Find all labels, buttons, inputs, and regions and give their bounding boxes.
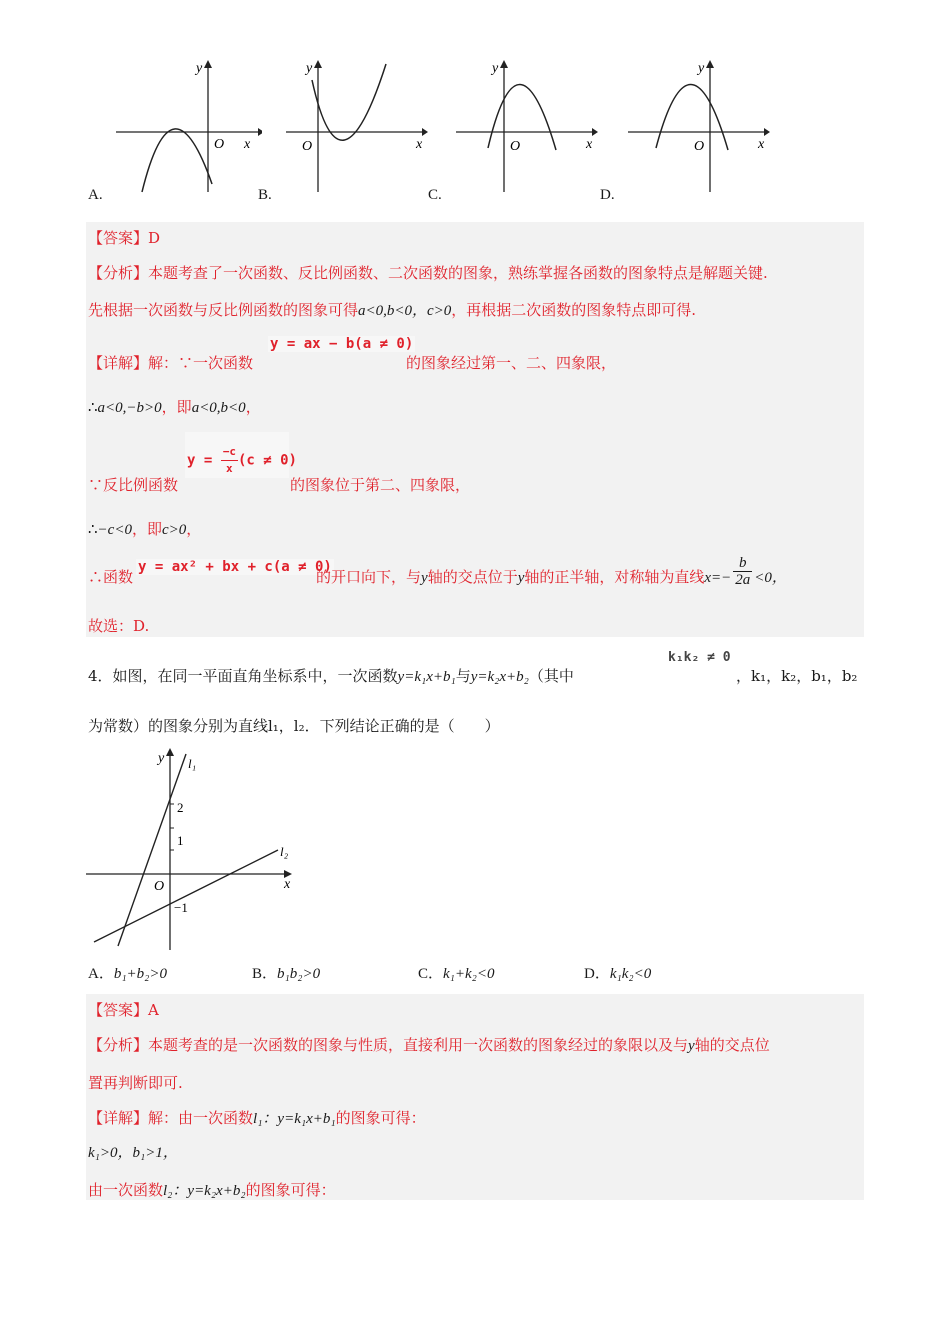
q3-detail-line5-pre: ∴函数: [88, 568, 134, 586]
axis-y-label: y: [492, 61, 499, 76]
eq-inverse-image: y = $\frac{-c}{x}$ (c ≠ 0): [185, 432, 289, 478]
graph-option-d: [624, 58, 774, 198]
answer-value: A: [148, 1001, 159, 1019]
tick-1: 1: [177, 833, 184, 848]
q3-answer: [88, 228, 160, 248]
q3-detail-line3-post: 的图象位于第二、四象限，: [290, 476, 471, 494]
answer-value: D: [148, 229, 161, 247]
q4-axis-x: x: [284, 877, 291, 892]
q3-detail-line1-post: 的图象经过第一、二、四象限，: [406, 354, 617, 372]
q4-axis-y: y: [158, 751, 165, 766]
q4-detail-line2: k₁>0，b₁>1，: [88, 1145, 178, 1161]
eq-k1k2-image: k₁k₂ ≠ 0: [668, 650, 731, 665]
line-l2: [94, 850, 278, 942]
axis-x-label: x: [586, 137, 593, 152]
q4-option-c: C．k₁+k₂<0: [418, 966, 495, 982]
axis-y-label: y: [698, 61, 705, 76]
detail-tag: 【详解】: [88, 1109, 149, 1127]
axis-y-label: y: [306, 61, 313, 76]
eq-quadratic-image: y = ax² + bx + c(a ≠ 0): [138, 559, 332, 575]
q3-analysis-line2: 先根据一次函数与反比例函数的图象可得a<0,b<0，c>0，再根据二次函数的图象特点即可得.: [88, 301, 697, 319]
option-a-label: A.: [88, 187, 103, 203]
graph-option-b: [282, 58, 432, 198]
answer-tag: 【答案】: [88, 229, 149, 247]
q4-option-b: B．b₁b₂>0: [252, 966, 321, 982]
q3-analysis-line1: 【分析】本题考查了一次函数、反比例函数、二次函数的图象，熟练掌握各函数的图象特点是解题关键.: [88, 264, 768, 282]
q4-answer: [88, 1000, 159, 1020]
line-l1: [118, 754, 186, 946]
q4-origin: O: [154, 879, 165, 894]
graph-option-c: [452, 58, 602, 198]
q4-graph: [86, 744, 306, 954]
q4-analysis-line1: 【分析】本题考查的是一次函数的图象与性质，直接利用一次函数的图象经过的象限以及与y轴的交点位: [88, 1036, 770, 1054]
math-expr: a<0,b<0，c>0: [358, 303, 452, 319]
q4-stem-line2: 为常数）的图象分别为直线l₁，l₂．下列结论正确的是（ ）: [88, 717, 500, 735]
q4-option-d: D．k₁k₂<0: [584, 966, 652, 982]
q3-detail-line4: ∴−c<0，即c>0，: [88, 520, 202, 538]
origin-label: O: [302, 139, 313, 154]
inverse-fraction: $\frac{-c}{x}$: [222, 445, 236, 475]
q3-detail-line3: ∵反比例函数: [88, 476, 179, 494]
tick-2: 2: [177, 800, 184, 815]
origin-label: O: [214, 137, 225, 152]
tick-minus-1: −1: [174, 900, 188, 915]
axis-x-label: x: [244, 137, 251, 152]
label-l1: l₁: [188, 756, 197, 771]
axis-x-label: x: [758, 137, 765, 152]
analysis-tag: 【分析】: [88, 264, 149, 282]
q4-option-a: A．b₁+b₂>0: [88, 966, 168, 982]
eq-linear-image: y = ax − b(a ≠ 0): [270, 336, 414, 352]
option-b-label: B.: [258, 187, 272, 203]
axis-y-label: y: [196, 61, 203, 76]
detail-tag: 【详解】: [88, 354, 149, 372]
q4-analysis-line2: 置再判断即可.: [88, 1074, 183, 1092]
option-d-label: D.: [600, 187, 615, 203]
q4-solution-box: [86, 994, 864, 1200]
origin-label: O: [694, 139, 705, 154]
q3-detail-line5: 的开口向下，与y轴的交点位于y轴的正半轴，对称轴为直线x=− $\frac{b}{2a}$ <0，: [316, 554, 787, 588]
option-c-label: C.: [428, 187, 442, 203]
analysis-tag: 【分析】: [88, 1036, 149, 1054]
q4-detail-line3: 由一次函数l₂：y=k₂x+b₂的图象可得：: [88, 1181, 336, 1199]
q3-detail-line2: ∴a<0,−b>0，即a<0,b<0，: [88, 398, 261, 416]
q4-detail-line1: 【详解】解：由一次函数l₁：y=k₁x+b₁的图象可得：: [88, 1109, 426, 1127]
symmetry-fraction: $\frac{b}{2a}$: [735, 554, 751, 588]
q4-stem-line1: 4．如图，在同一平面直角坐标系中，一次函数y=k₁x+b₁与y=k₂x+b₂（其中: [88, 667, 574, 685]
q3-conclusion: 故选：D.: [88, 617, 150, 635]
origin-label: O: [510, 139, 521, 154]
label-l2: l₂: [280, 844, 289, 859]
q4-stem-line1-post: ，k₁，k₂，b₁，b₂: [736, 667, 858, 685]
graph-option-a: [112, 58, 262, 198]
axis-x-label: x: [416, 137, 423, 152]
answer-tag: 【答案】: [88, 1001, 149, 1019]
q3-detail-line1: 【详解】解：∵一次函数: [88, 354, 254, 372]
